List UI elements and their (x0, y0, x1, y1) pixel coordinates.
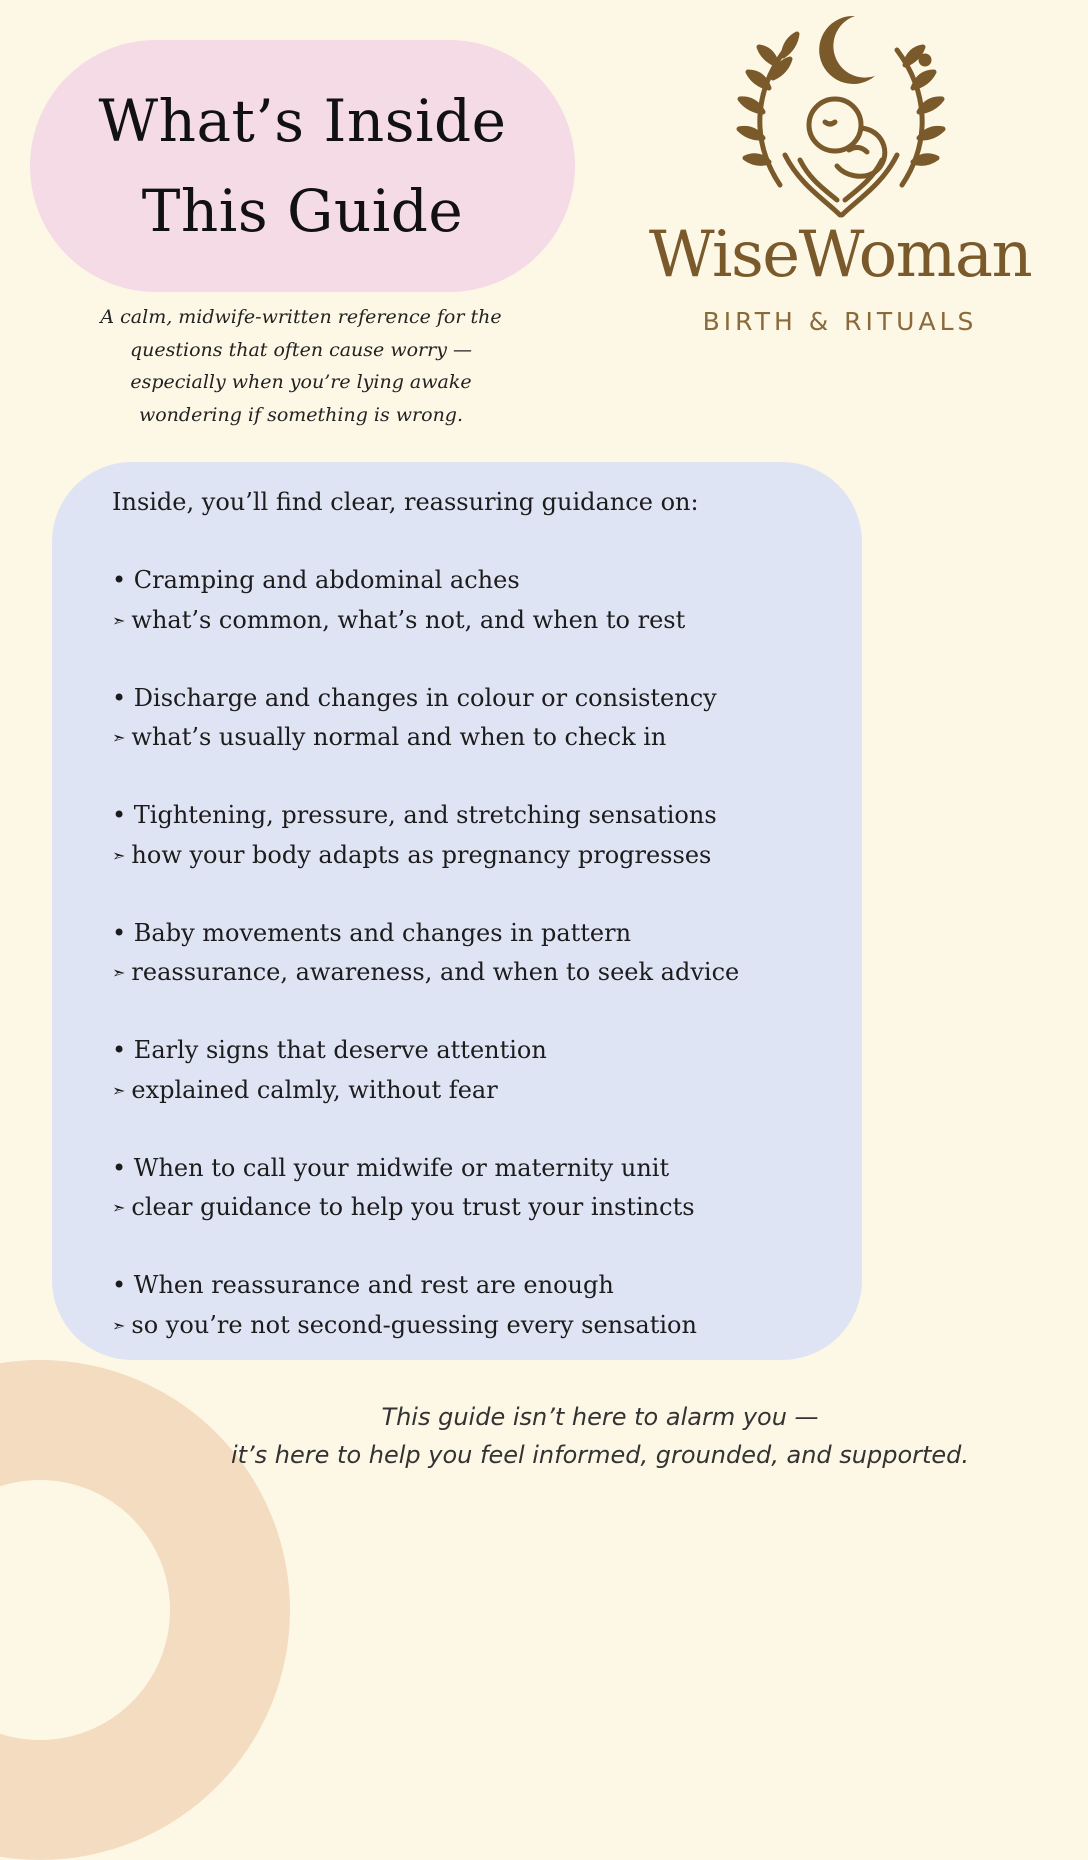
brand-tagline: BIRTH & RITUALS (702, 307, 978, 336)
item-title: Baby movements and changes in pattern (133, 918, 632, 947)
item-detail: what’s common, what’s not, and when to rest (131, 605, 686, 634)
subtitle-line: A calm, midwife-written reference for the (100, 306, 502, 328)
subtitle-line: questions that often cause worry — (130, 338, 472, 361)
item-title: Tightening, pressure, and stretching sensations (133, 801, 717, 829)
bullet-icon: • (112, 918, 127, 947)
brand-name: WiseWoman (648, 218, 1032, 292)
arrow-icon: ➣ (112, 963, 126, 982)
item-title: Discharge and changes in colour or consistency (133, 683, 717, 712)
item-detail: how your body adapts as pregnancy progresses (131, 840, 712, 869)
moon-baby-hands-laurel-icon (725, 10, 955, 230)
item-title: When reassurance and rest are enough (133, 1271, 614, 1299)
item-title: Cramping and abdominal aches (133, 566, 520, 594)
list-item (112, 561, 739, 679)
footer-line-1: This guide isn’t here to alarm you — (381, 1403, 819, 1431)
item-title: Early signs that deserve attention (133, 1036, 547, 1064)
brand-logo (630, 10, 1050, 340)
arrow-icon: ➣ (112, 1315, 126, 1335)
bullet-icon: • (112, 566, 127, 594)
bullet-icon: • (112, 801, 127, 829)
list-item (112, 1031, 739, 1149)
title-pill (30, 40, 575, 292)
subtitle (60, 301, 542, 431)
subtitle-line: wondering if something is wrong. (138, 403, 464, 426)
item-detail: clear guidance to help you trust your instincts (131, 1193, 695, 1221)
page-title-line-1: What’s Inside (98, 87, 507, 155)
list-item (112, 679, 739, 797)
page-title-line-2: This Guide (141, 177, 464, 245)
list-item (112, 914, 739, 1032)
arrow-icon: ➣ (112, 728, 126, 747)
item-detail: what’s usually normal and when to check in (131, 723, 667, 751)
page-title (98, 76, 506, 256)
bullet-icon: • (112, 683, 127, 712)
list-item (112, 796, 739, 914)
item-detail: explained calmly, without fear (131, 1075, 498, 1104)
bullet-icon: • (112, 1271, 127, 1299)
bullet-icon: • (112, 1153, 127, 1182)
arrow-icon: ➣ (112, 845, 126, 865)
list-item (112, 1149, 739, 1267)
guide-contents-card (52, 462, 862, 1360)
bullet-icon: • (112, 1036, 127, 1064)
footer-line-2: it’s here to help you feel informed, grounded, and supported. (230, 1441, 970, 1469)
item-title: When to call your midwife or maternity unit (133, 1153, 670, 1182)
item-detail: so you’re not second-guessing every sensation (131, 1310, 697, 1339)
guide-topics-list (112, 561, 739, 1384)
footer-note (150, 1398, 1050, 1474)
arrow-icon: ➣ (112, 610, 126, 630)
item-detail: reassurance, awareness, and when to seek advice (131, 958, 740, 986)
arrow-icon: ➣ (112, 1080, 126, 1100)
list-item (112, 1266, 739, 1384)
arrow-icon: ➣ (112, 1198, 126, 1217)
card-intro: Inside, you’ll find clear, reassuring guidance on: (112, 488, 699, 516)
subtitle-line: especially when you’re lying awake (130, 371, 472, 393)
